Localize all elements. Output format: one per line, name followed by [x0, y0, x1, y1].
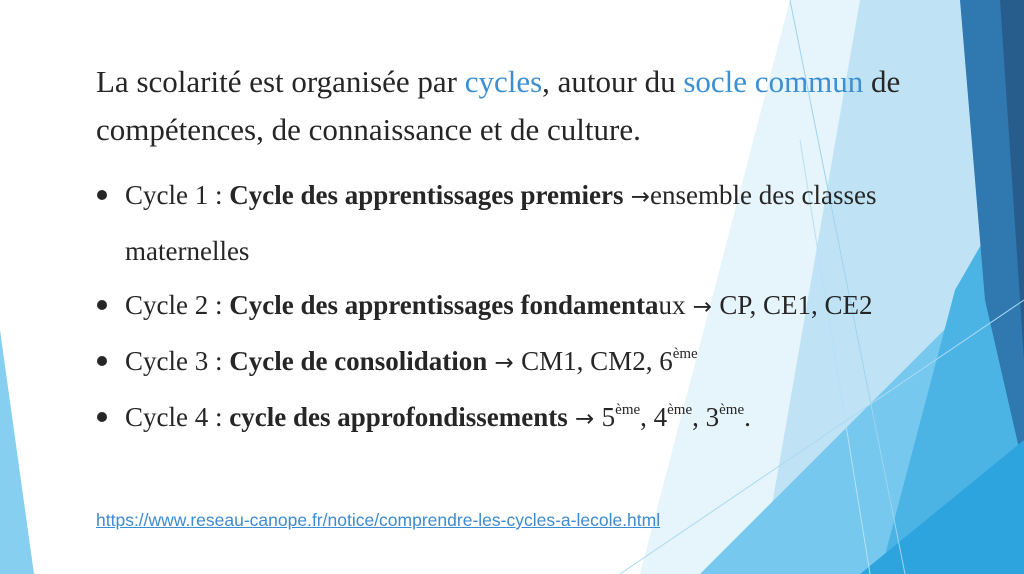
cycle-description: ensemble des classes maternelles — [125, 180, 877, 266]
grade-separator: , — [692, 402, 706, 432]
grade-separator: , — [640, 402, 654, 432]
cycle-description: CM1, CM2, 6 — [521, 346, 673, 376]
cycle-item-4 — [96, 390, 976, 446]
grade-separator: . — [744, 402, 751, 432]
intro-text-1: La scolarité est organisée par — [96, 64, 465, 99]
arrow-icon: → — [567, 406, 602, 432]
cycle-name: cycle des approfondissements — [229, 402, 568, 432]
grade-suffix: ème — [667, 402, 693, 418]
cycle-name: Cycle des apprentissages fondamenta — [229, 290, 659, 320]
intro-paragraph — [96, 58, 956, 154]
left-accent-strip — [0, 330, 34, 574]
grade-number: 5 — [601, 402, 616, 432]
cycle-name: Cycle des apprentissages premiers — [229, 180, 624, 210]
intro-text-3: de compétences, de connaissance et de culture. — [96, 64, 901, 147]
intro-keyword-socle-commun: socle commun — [683, 64, 864, 99]
grade-number: 3 — [705, 402, 720, 432]
grade-number: 4 — [653, 402, 668, 432]
arrow-icon: → — [685, 294, 720, 320]
bullet-dot — [97, 190, 107, 200]
cycle-prefix: Cycle 2 : — [125, 290, 230, 320]
grade-suffix: ème — [719, 402, 745, 418]
cycles-list — [96, 168, 976, 446]
intro-text-2: , autour du — [542, 64, 684, 99]
cycle-name: Cycle de consolidation — [229, 346, 488, 376]
bullet-dot — [97, 300, 107, 310]
arrow-icon: → — [487, 350, 522, 376]
grade-suffix: ème — [672, 346, 698, 362]
cycle-item-3 — [96, 334, 976, 390]
cycle-item-1 — [96, 168, 976, 278]
cycle-item-2 — [96, 278, 976, 334]
arrow-icon: → — [623, 184, 651, 210]
cycle-prefix: Cycle 1 : — [125, 180, 230, 210]
cycle-prefix: Cycle 4 : — [125, 402, 230, 432]
source-link[interactable]: https://www.reseau-canope.fr/notice/comprendre-les-cycles-a-lecole.html — [96, 510, 661, 530]
grade-suffix: ème — [615, 402, 641, 418]
bullet-dot — [97, 356, 107, 366]
cycle-description: CP, CE1, CE2 — [719, 290, 873, 320]
intro-keyword-cycles: cycles — [464, 64, 543, 99]
cycle-name-tail: ux — [658, 290, 686, 320]
cycle-prefix: Cycle 3 : — [125, 346, 230, 376]
bullet-dot — [97, 412, 107, 422]
